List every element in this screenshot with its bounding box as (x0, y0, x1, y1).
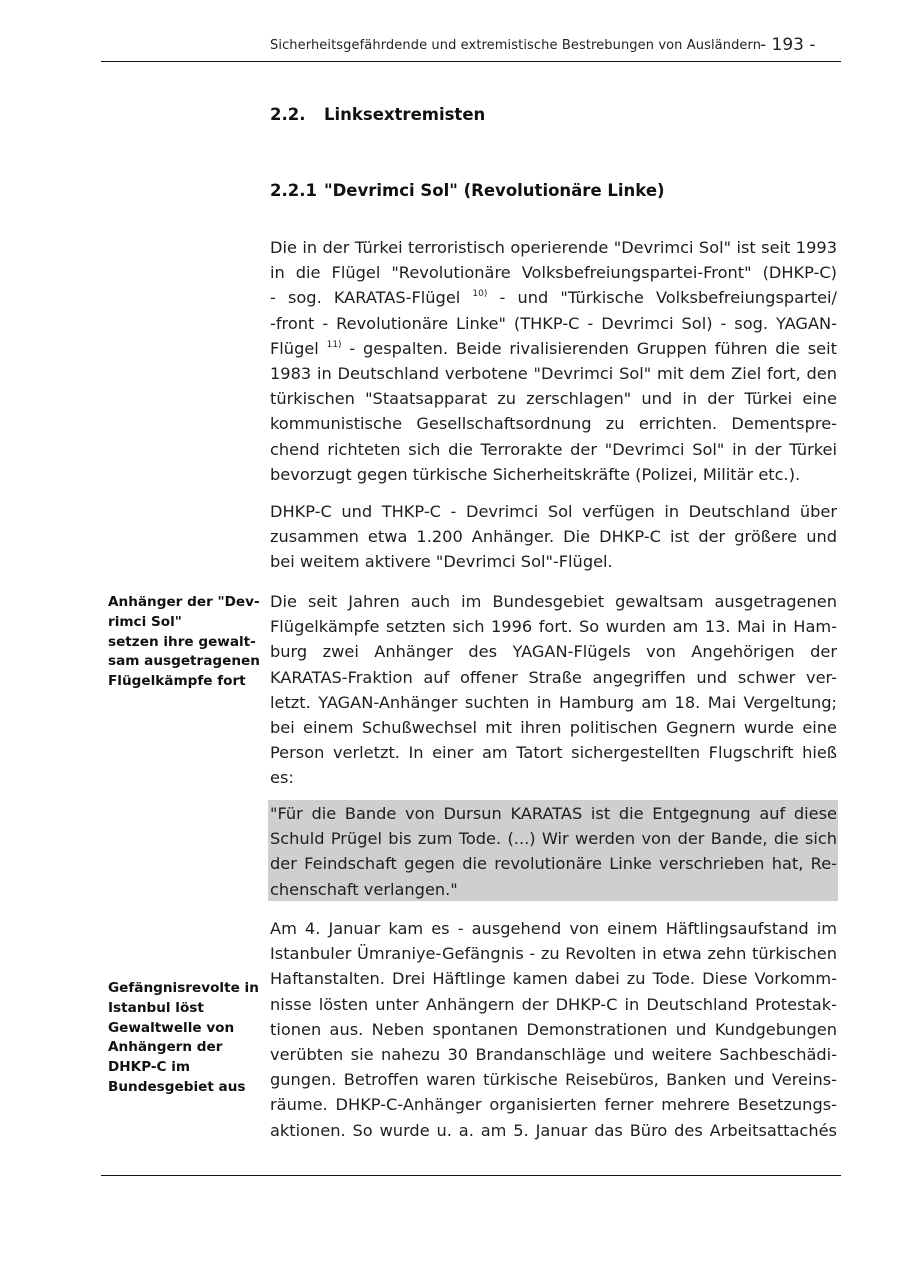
paragraph-line: Haftanstalten. Drei Häftlinge kamen dabei zu Tode. Diese Vorkomm- (270, 969, 837, 989)
quote-box (268, 800, 838, 901)
paragraph-line: Flügelkämpfe setzten sich 1996 fort. So wurden am 13. Mai in Ham- (270, 617, 837, 637)
paragraph-line: gungen. Betroffen waren türkische Reisebüros, Banken und Vereins- (270, 1070, 837, 1090)
paragraph-line: KARATAS-Fraktion auf offener Straße angegriffen und schwer ver- (270, 667, 837, 687)
paragraph-line: Person verletzt. In einer am Tatort sichergestellten Flugschrift hieß (270, 743, 837, 763)
subsection-number: 2.2.1 (270, 181, 317, 200)
paragraph-line: Am 4. Januar kam es - ausgehend von einem Häftlingsaufstand im (270, 919, 837, 938)
paragraph-line: räume. DHKP-C-Anhänger organisierten ferner mehrere Besetzungs- (270, 1095, 837, 1115)
running-header-title: Sicherheitsgefährdende und extremistische Bestrebungen von Ausländern (270, 38, 762, 53)
quote-line: der Feindschaft gegen die revolutionäre Linke verschrieben hat, Re- (270, 854, 837, 874)
paragraph-2 (270, 499, 837, 575)
paragraph-line: Die in der Türkei terroristisch operierende "Devrimci Sol" ist seit 1993 (270, 238, 837, 257)
section-title: Linksextremisten (324, 105, 486, 124)
paragraph-line: es: (270, 768, 294, 788)
paragraph-1 (270, 235, 837, 487)
paragraph-line: -front - Revolutionäre Linke" (THKP-C - Devrimci Sol) - sog. YAGAN- (270, 313, 837, 333)
paragraph-line: in die Flügel "Revolutionäre Volksbefreiungspartei-Front" (DHKP-C) (270, 263, 837, 283)
paragraph-line: nisse lösten unter Anhängern der DHKP-C in Deutschland Protestak- (270, 994, 837, 1014)
paragraph-4 (270, 916, 837, 1143)
quote-text (270, 801, 837, 902)
paragraph-line: kommunistische Gesellschaftsordnung zu errichten. Dementspre- (270, 414, 837, 434)
paragraph-line: Die seit Jahren auch im Bundesgebiet gewaltsam ausgetragenen (270, 592, 837, 611)
paragraph-line: chend richteten sich die Terrorakte der "Devrimci Sol" in der Türkei (270, 439, 837, 459)
quote-line: chenschaft verlangen." (270, 879, 458, 899)
footnote-ref-11[interactable]: 11) (326, 339, 342, 350)
subsection-title: "Devrimci Sol" (Revolutionäre Linke) (324, 181, 665, 200)
paragraph-line: Istanbuler Ümraniye-Gefängnis - zu Revolten in etwa zehn türkischen (270, 944, 837, 964)
paragraph-line: bei einem Schußwechsel mit ihren politischen Gegnern wurde eine (270, 718, 837, 738)
footnote-ref-10[interactable]: 10) (472, 289, 488, 300)
page-number: - 193 - (760, 35, 816, 55)
quote-line: "Für die Bande von Dursun KARATAS ist die Entgegnung auf diese (270, 804, 837, 823)
paragraph-line: 1983 in Deutschland verbotene "Devrimci Sol" mit dem Ziel fort, den (270, 364, 837, 384)
paragraph-line: zusammen etwa 1.200 Anhänger. Die DHKP-C ist der größere und (270, 527, 837, 547)
section-number: 2.2. (270, 105, 306, 124)
paragraph-line: - sog. KARATAS-Flügel $^{10)}$ - und "Türkische Volksbefreiungspartei/ (270, 288, 837, 308)
paragraph-line: letzt. YAGAN-Anhänger suchten in Hamburg am 18. Mai Vergeltung; (270, 692, 837, 712)
paragraph-line: DHKP-C und THKP-C - Devrimci Sol verfügen in Deutschland über (270, 502, 837, 521)
paragraph-line: verübten sie nahezu 30 Brandanschläge und weitere Sachbeschädi- (270, 1045, 837, 1065)
paragraph-line: türkischen "Staatsapparat zu zerschlagen" und in der Türkei eine (270, 389, 837, 409)
paragraph-3 (270, 589, 837, 791)
paragraph-line: bei weitem aktivere "Devrimci Sol"-Flügel. (270, 552, 613, 572)
paragraph-line: aktionen. So wurde u. a. am 5. Januar das Büro des Arbeitsattachés (270, 1120, 837, 1140)
quote-line: Schuld Prügel bis zum Tode. (...) Wir werden von der Bande, die sich (270, 829, 837, 849)
footer-rule (101, 1175, 841, 1176)
header-rule (101, 61, 841, 62)
margin-note-2: Gefängnisrevolte in Istanbul löst Gewaltwelle von Anhängern der DHKP-C im Bundesgebiet aus (108, 980, 259, 1095)
subsection-heading (270, 181, 665, 200)
paragraph-line: burg zwei Anhänger des YAGAN-Flügels von Angehörigen der (270, 642, 837, 662)
section-heading (270, 105, 485, 124)
paragraph-line: bevorzugt gegen türkische Sicherheitskräfte (Polizei, Militär etc.). (270, 464, 801, 484)
margin-note-1: Anhänger der "Dev- rimci Sol" setzen ihre gewalt- sam ausgetragenen Flügelkämpfe fort (108, 594, 260, 690)
paragraph-line: tionen aus. Neben spontanen Demonstrationen und Kundgebungen (270, 1019, 837, 1039)
paragraph-line: Flügel $^{11)}$ - gespalten. Beide rivalisierenden Gruppen führen die seit (270, 338, 837, 358)
